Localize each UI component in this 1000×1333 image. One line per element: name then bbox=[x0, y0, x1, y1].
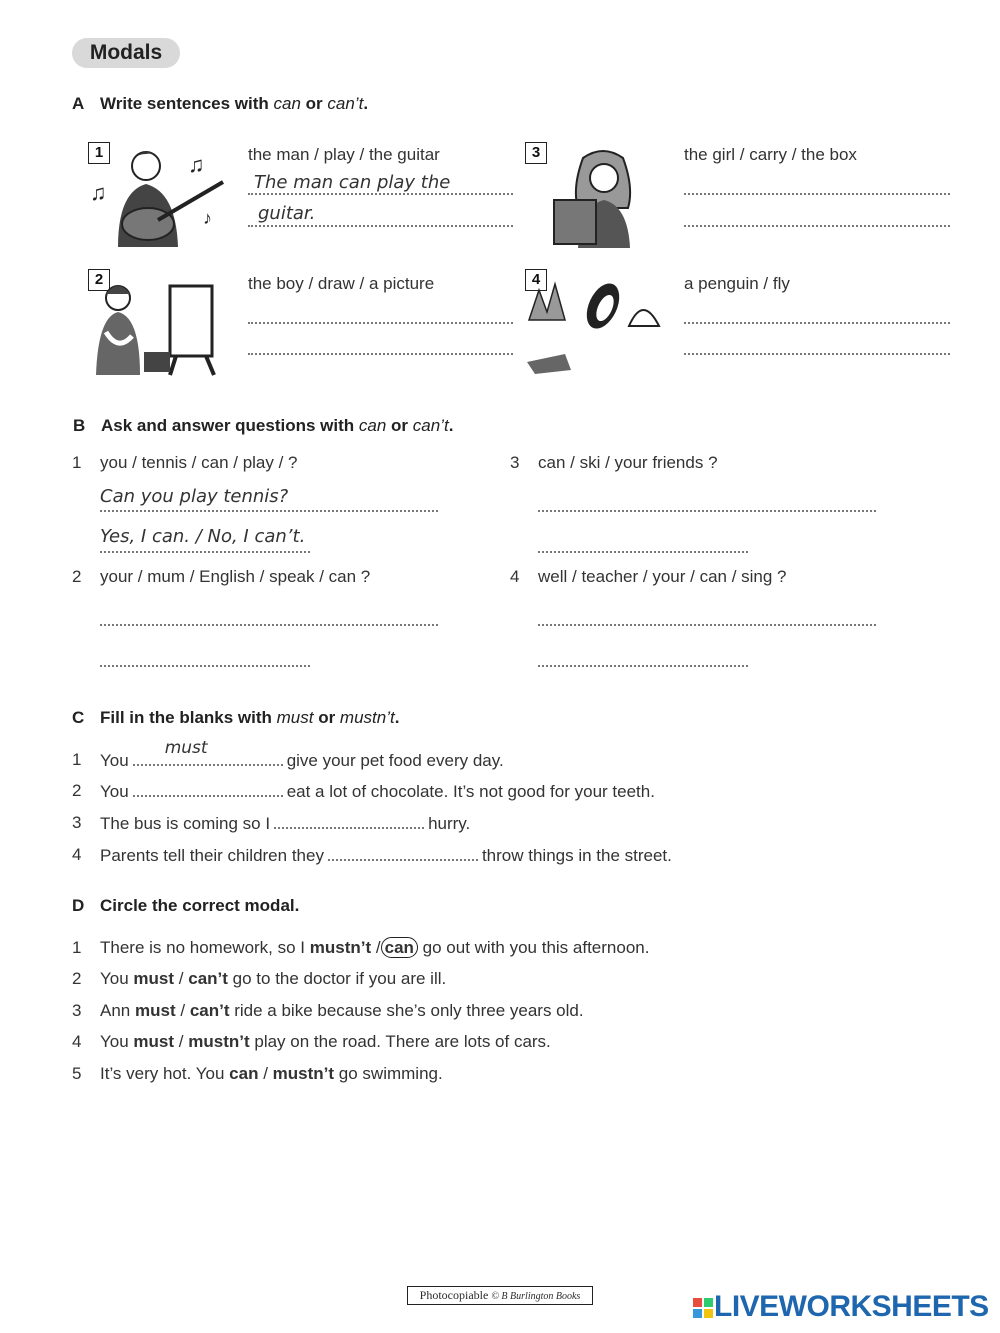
answer-line[interactable] bbox=[538, 623, 876, 626]
item-number: 5 bbox=[72, 1064, 82, 1083]
option-2[interactable]: can’t bbox=[188, 969, 228, 988]
item-number: 3 bbox=[72, 813, 82, 832]
prompt-text: the girl / carry / the box bbox=[684, 145, 857, 164]
answer-line[interactable] bbox=[248, 321, 513, 324]
svg-text:♪: ♪ bbox=[203, 208, 212, 228]
item-number: 3 bbox=[72, 1001, 82, 1020]
sentence: You must / mustn’t play on the road. There are lots of cars. bbox=[100, 1032, 551, 1051]
section-d-heading: D Circle the correct modal. bbox=[72, 896, 300, 915]
sentence: It’s very hot. You can / mustn’t go swimming. bbox=[100, 1064, 443, 1083]
option-2[interactable]: mustn’t bbox=[188, 1032, 250, 1051]
item-number: 1 bbox=[72, 938, 82, 957]
item-number: 1 bbox=[72, 453, 82, 472]
svg-text:♫: ♫ bbox=[90, 180, 107, 205]
item-number-box: 3 bbox=[525, 142, 547, 164]
sentence: Parents tell their children they throw things in the street. bbox=[100, 846, 672, 865]
fill-blank[interactable] bbox=[133, 738, 283, 766]
option-2[interactable]: mustn’t bbox=[272, 1064, 335, 1083]
option-2-circled[interactable]: can bbox=[381, 937, 418, 958]
example-answer: Yes, I can. / No, I can’t. bbox=[100, 526, 306, 547]
answer-line[interactable] bbox=[538, 550, 748, 553]
logo-text: LIVEWORKSHEETS bbox=[714, 1290, 989, 1323]
option-1[interactable]: can bbox=[229, 1064, 259, 1083]
item-number: 3 bbox=[510, 453, 520, 472]
item-number: 4 bbox=[72, 1032, 82, 1051]
sentence: The bus is coming so I hurry. bbox=[100, 814, 471, 833]
sentence: You must give your pet food every day. bbox=[100, 738, 504, 770]
item-number: 4 bbox=[510, 567, 520, 586]
page-title: Modals bbox=[72, 38, 180, 68]
fill-blank[interactable] bbox=[328, 845, 478, 861]
answer-line[interactable] bbox=[248, 352, 513, 355]
answer-line[interactable] bbox=[684, 192, 950, 195]
example-answer: guitar. bbox=[258, 203, 316, 224]
section-a-heading: A Write sentences with can or can’t. bbox=[72, 94, 369, 113]
answer-line[interactable] bbox=[684, 352, 950, 355]
answer-line[interactable] bbox=[248, 224, 513, 227]
sentence: There is no homework, so I mustn’t / can go out with you this afternoon. bbox=[100, 938, 650, 957]
example-answer: The man can play the bbox=[254, 172, 451, 193]
svg-text:♫: ♫ bbox=[188, 152, 205, 177]
item-number: 1 bbox=[72, 750, 82, 769]
penguin-image bbox=[525, 270, 665, 378]
option-2[interactable]: can’t bbox=[189, 1001, 230, 1020]
item-number-box: 2 bbox=[88, 269, 110, 291]
answer-line[interactable] bbox=[684, 321, 950, 324]
answer-line[interactable] bbox=[100, 664, 310, 667]
item-number: 2 bbox=[72, 567, 82, 586]
girl-with-box-image bbox=[548, 148, 648, 250]
answer-line[interactable] bbox=[684, 224, 950, 227]
item-number-box: 1 bbox=[88, 142, 110, 164]
answer-line[interactable] bbox=[100, 550, 310, 553]
answer-line[interactable] bbox=[100, 509, 438, 512]
sentence: You must / can’t go to the doctor if you are ill. bbox=[100, 969, 447, 988]
answer-line[interactable] bbox=[538, 509, 876, 512]
section-b-heading: B Ask and answer questions with can or can’t. bbox=[73, 416, 454, 435]
answer-line[interactable] bbox=[538, 664, 748, 667]
option-1[interactable]: mustn’t bbox=[309, 938, 372, 957]
liveworksheets-logo[interactable] bbox=[692, 1290, 989, 1324]
prompt-text: well / teacher / your / can / sing ? bbox=[538, 567, 787, 586]
prompt-text: you / tennis / can / play / ? bbox=[100, 453, 298, 472]
sentence: Ann must / can’t ride a bike because she’s only three years old. bbox=[100, 1001, 584, 1020]
prompt-text: a penguin / fly bbox=[684, 274, 790, 293]
fill-blank[interactable] bbox=[133, 781, 283, 797]
item-number: 2 bbox=[72, 781, 82, 800]
answer-line[interactable] bbox=[100, 623, 438, 626]
item-number-box: 4 bbox=[525, 269, 547, 291]
logo-icon bbox=[692, 1297, 714, 1319]
guitar-player-image bbox=[88, 142, 238, 252]
prompt-text: the boy / draw / a picture bbox=[248, 274, 435, 293]
prompt-text: the man / play / the guitar bbox=[248, 145, 440, 164]
item-number: 4 bbox=[72, 845, 82, 864]
section-c-heading: C Fill in the blanks with must or mustn’t. bbox=[72, 708, 400, 727]
prompt-text: can / ski / your friends ? bbox=[538, 453, 718, 472]
item-number: 2 bbox=[72, 969, 82, 988]
prompt-text: your / mum / English / speak / can ? bbox=[100, 567, 371, 586]
option-1[interactable]: must bbox=[134, 1001, 176, 1020]
fill-blank[interactable] bbox=[274, 813, 424, 829]
example-answer: must bbox=[164, 738, 208, 758]
example-answer: Can you play tennis? bbox=[100, 486, 289, 507]
option-1[interactable]: must bbox=[133, 1032, 175, 1051]
option-1[interactable]: must bbox=[133, 969, 175, 988]
sentence: You eat a lot of chocolate. It’s not good for your teeth. bbox=[100, 782, 655, 801]
photocopiable-footer: Photocopiable © B Burlington Books bbox=[407, 1286, 593, 1305]
boy-with-easel-image bbox=[90, 272, 225, 377]
